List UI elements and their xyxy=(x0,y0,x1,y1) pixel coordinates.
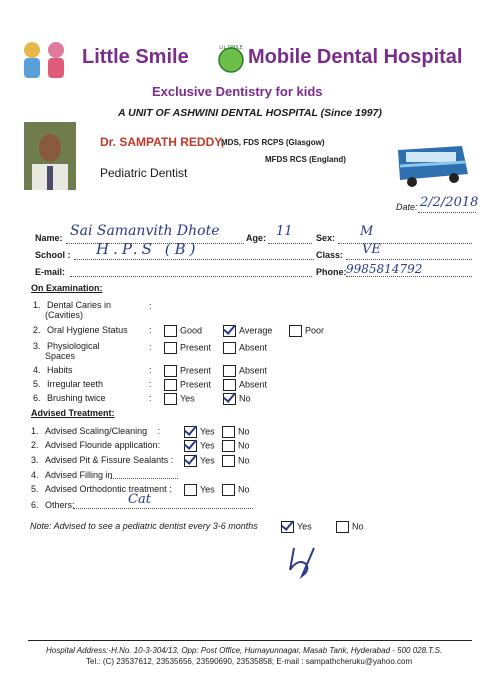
school-value: H.P.S (B) xyxy=(96,240,200,258)
treatment-item-3: 3. Advised Pit & Fissure Sealants : xyxy=(31,455,174,465)
others-line xyxy=(73,508,253,509)
brushing-yes[interactable]: Yes xyxy=(164,393,195,405)
title-mobile-dental-hospital: Mobile Dental Hospital xyxy=(248,46,463,68)
phone-line xyxy=(346,276,472,277)
checkbox[interactable] xyxy=(223,342,236,354)
treatment-item-5: 5. Advised Orthodontic treatment : xyxy=(31,484,172,494)
treatment-item-6: 6. Others: xyxy=(31,500,75,510)
doctor-photo xyxy=(24,122,76,190)
name-value: Sai Samanvith Dhote xyxy=(70,223,220,239)
class-value: VE xyxy=(362,242,381,257)
class-label: Class: xyxy=(316,250,344,260)
ortho-yes[interactable]: Yes xyxy=(184,484,215,496)
brushing-no[interactable]: No xyxy=(223,393,251,405)
scaling-no[interactable]: No xyxy=(222,426,250,438)
phone-value: 9985814792 xyxy=(346,262,423,276)
age-line xyxy=(268,243,312,244)
class-line xyxy=(346,259,472,260)
treatment-item-2: 2. Advised Flouride application: xyxy=(31,440,161,450)
svg-text:LIL SMILE: LIL SMILE xyxy=(219,45,243,51)
flouride-yes[interactable]: Yes xyxy=(184,440,215,452)
note-yes[interactable]: Yes xyxy=(281,521,312,533)
email-label: E-mail: xyxy=(35,267,66,277)
colon: : xyxy=(149,301,152,311)
scaling-yes[interactable]: Yes xyxy=(184,426,215,438)
checkbox[interactable] xyxy=(222,484,235,496)
school-label: School : xyxy=(35,250,71,260)
doctor-title: Pediatric Dentist xyxy=(100,166,188,180)
kids-logo xyxy=(14,38,76,82)
checkbox[interactable] xyxy=(222,440,235,452)
smile-logo-icon xyxy=(216,40,246,81)
checkbox[interactable] xyxy=(222,426,235,438)
colon: : xyxy=(149,342,152,352)
irregular-absent[interactable]: Absent xyxy=(223,379,267,391)
sex-value: M xyxy=(360,224,374,239)
checkbox-checked[interactable] xyxy=(184,455,197,467)
spaces-present[interactable]: Present xyxy=(164,342,211,354)
footer-contact: Tel.: (C) 23537612, 23535656, 23590690, 23535858; E-mail : sampathcheruku@yahoo.com xyxy=(86,657,413,666)
sex-label: Sex: xyxy=(316,233,336,243)
checkbox[interactable] xyxy=(223,365,236,377)
exam-item-3: 3. Physiological Spaces xyxy=(33,341,100,361)
doctor-name: Dr. SAMPATH REDDY, xyxy=(100,135,225,149)
colon: : xyxy=(149,365,152,375)
exam-item-5: 5. Irregular teeth xyxy=(33,379,104,389)
checkbox[interactable] xyxy=(222,455,235,467)
colon: : xyxy=(149,379,152,389)
exam-item-6: 6. Brushing twice xyxy=(33,393,106,403)
treatment-heading: Advised Treatment: xyxy=(31,408,115,418)
footer-address: Hospital Address:-H.No. 10-3-304/13, Opp: Post Office, Humayunnagar, Masab Tank, Hyderabad - 500 028.T.S. xyxy=(46,646,443,655)
bus-image xyxy=(392,140,472,197)
checkbox[interactable] xyxy=(289,325,302,337)
others-value: Cat xyxy=(128,492,151,507)
filling-line xyxy=(110,478,178,479)
checkbox[interactable] xyxy=(164,365,177,377)
sealants-yes[interactable]: Yes xyxy=(184,455,215,467)
date-value: 2/2/2018 xyxy=(420,195,479,210)
checkbox-checked[interactable] xyxy=(184,440,197,452)
unit-line: A UNIT OF ASHWINI DENTAL HOSPITAL (Since 1997) xyxy=(118,107,382,119)
subtitle: Exclusive Dentistry for kids xyxy=(152,84,323,99)
date-line xyxy=(418,212,476,213)
colon: : xyxy=(170,455,174,465)
checkbox-checked[interactable] xyxy=(223,393,236,405)
checkbox[interactable] xyxy=(184,484,197,496)
checkbox-checked[interactable] xyxy=(223,325,236,337)
ortho-no[interactable]: No xyxy=(222,484,250,496)
email-line xyxy=(70,276,312,277)
flouride-no[interactable]: No xyxy=(222,440,250,452)
irregular-present[interactable]: Present xyxy=(164,379,211,391)
date-label: Date: xyxy=(396,202,418,212)
footer-divider xyxy=(28,640,472,641)
checkbox[interactable] xyxy=(164,379,177,391)
title-little-smile: Little Smile xyxy=(82,46,189,68)
exam-heading: On Examination: xyxy=(31,283,103,293)
note-no[interactable]: No xyxy=(336,521,364,533)
name-label: Name: xyxy=(35,233,63,243)
oral-hygiene-good[interactable]: Good xyxy=(164,325,202,337)
colon: : xyxy=(149,325,152,335)
phone-label: Phone: xyxy=(316,267,347,277)
checkbox[interactable] xyxy=(164,393,177,405)
sealants-no[interactable]: No xyxy=(222,455,250,467)
signature-mark xyxy=(284,540,324,589)
exam-item-4: 4. Habits xyxy=(33,365,73,375)
checkbox[interactable] xyxy=(336,521,349,533)
exam-item-2: 2. Oral Hygiene Status xyxy=(33,325,128,335)
habits-absent[interactable]: Absent xyxy=(223,365,267,377)
treatment-item-1: 1. Advised Scaling/Cleaning : xyxy=(31,426,161,436)
doctor-quals-1: MDS, FDS RCPS (Glasgow) xyxy=(221,138,325,147)
checkbox[interactable] xyxy=(164,325,177,337)
spaces-absent[interactable]: Absent xyxy=(223,342,267,354)
oral-hygiene-poor[interactable]: Poor xyxy=(289,325,324,337)
age-label: Age: xyxy=(246,233,266,243)
checkbox[interactable] xyxy=(164,342,177,354)
checkbox-checked[interactable] xyxy=(281,521,294,533)
school-line xyxy=(74,259,314,260)
oral-hygiene-average[interactable]: Average xyxy=(223,325,272,337)
treatment-item-4: 4. Advised Filling in xyxy=(31,470,113,480)
age-value: 11 xyxy=(276,224,293,239)
colon: : xyxy=(157,426,161,436)
colon: : xyxy=(149,393,152,403)
doctor-quals-2: MFDS RCS (England) xyxy=(265,155,346,164)
exam-item-1: 1. Dental Caries in (Cavities) xyxy=(33,300,112,320)
sex-line xyxy=(338,243,472,244)
habits-present[interactable]: Present xyxy=(164,365,211,377)
note-text: Note: Advised to see a pediatric dentist every 3-6 months xyxy=(30,521,258,531)
